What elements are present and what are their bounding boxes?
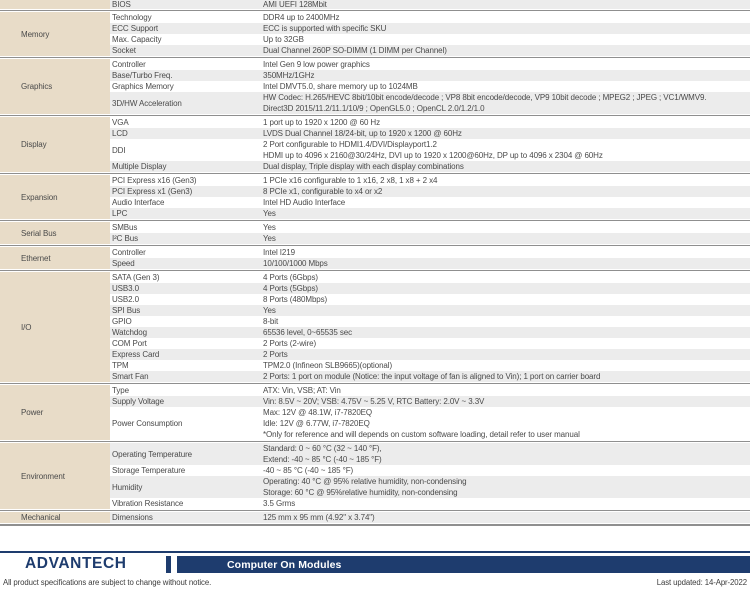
spec-row — [110, 34, 750, 45]
spec-row — [110, 283, 750, 294]
spec-value-line: 8-bit — [263, 317, 279, 326]
spec-label: Power Consumption — [112, 419, 183, 428]
spec-row — [110, 396, 750, 407]
spec-label: LPC — [112, 209, 128, 218]
spec-row — [110, 175, 750, 186]
spec-value — [263, 443, 750, 465]
spec-value — [263, 128, 750, 139]
spec-row — [110, 371, 750, 382]
spec-value — [263, 186, 750, 197]
spec-row — [110, 443, 750, 465]
category-cell: Memory — [0, 12, 110, 56]
spec-row — [110, 208, 750, 219]
spec-label: PCI Express x1 (Gen3) — [112, 187, 193, 196]
spec-label: SATA (Gen 3) — [112, 273, 160, 282]
spec-value-line: 4 Ports (6Gbps) — [263, 273, 318, 282]
spec-row — [110, 59, 750, 70]
section-rows — [110, 512, 750, 523]
spec-value-line: 8 Ports (480Mbps) — [263, 295, 328, 304]
spec-label: USB2.0 — [112, 295, 139, 304]
spec-value — [263, 327, 750, 338]
spec-value — [263, 360, 750, 371]
category-cell: Ethernet — [0, 247, 110, 269]
spec-label: Max. Capacity — [112, 35, 162, 44]
spec-label: Graphics Memory — [112, 82, 174, 91]
spec-value — [263, 283, 750, 294]
spec-label: TPM — [112, 361, 129, 370]
spec-label: Operating Temperature — [112, 449, 193, 459]
section-rows — [110, 12, 750, 56]
spec-label: Controller — [112, 248, 146, 257]
spec-value — [263, 247, 750, 258]
spec-label: I²C Bus — [112, 234, 138, 243]
spec-label: SMBus — [112, 223, 138, 232]
section-separator — [0, 383, 750, 384]
footer-last-updated: Last updated: 14-Apr-2022 — [656, 578, 747, 587]
section-rows — [110, 175, 750, 219]
spec-value-line: Extend: -40 ~ 85 °C (-40 ~ 185 °F) — [263, 455, 382, 464]
spec-value — [263, 139, 750, 161]
spec-row — [110, 338, 750, 349]
spec-value-line: Standard: 0 ~ 60 °C (32 ~ 140 °F), — [263, 444, 382, 453]
spec-value-line: Intel DMVT5.0, share memory up to 1024MB — [263, 82, 418, 91]
section-rows — [110, 222, 750, 244]
spec-value-line: 8 PCIe x1, configurable to x4 or x2 — [263, 187, 383, 196]
spec-label: ECC Support — [112, 24, 159, 33]
spec-row — [110, 407, 750, 440]
spec-row — [110, 128, 750, 139]
spec-value — [263, 371, 750, 382]
spec-value-line: Storage: 60 °C @ 95%relative humidity, non-condensing — [263, 488, 458, 497]
spec-row — [110, 465, 750, 476]
spec-value-line: 2 Ports (2-wire) — [263, 339, 317, 348]
spec-row — [110, 498, 750, 509]
spec-value — [263, 34, 750, 45]
category-cell: Environment — [0, 443, 110, 509]
spec-label: Watchdog — [112, 328, 147, 337]
spec-row — [110, 45, 750, 56]
category-cell — [0, 0, 110, 9]
spec-row — [110, 316, 750, 327]
spec-value-line: LVDS Dual Channel 18/24-bit, up to 1920 x 1200 @ 60Hz — [263, 129, 462, 138]
spec-value-line: Dual Channel 260P SO-DIMM (1 DIMM per Channel) — [263, 46, 447, 55]
spec-value-line: 3.5 Grms — [263, 499, 296, 508]
spec-value-line: Vin: 8.5V ~ 20V; VSB: 4.75V ~ 5.25 V, RTC Battery: 2.0V ~ 3.3V — [263, 397, 485, 406]
spec-row — [110, 294, 750, 305]
spec-row — [110, 197, 750, 208]
spec-label: GPIO — [112, 317, 132, 326]
spec-value-line: HW Codec: H.265/HEVC 8bit/10bit encode/decode ; VP8 8bit encode/decode, VP9 10bit decode ; MPEG2 ; JPEG ; VC1/WMV9. — [263, 93, 707, 102]
section-separator — [0, 441, 750, 442]
spec-value-line: Yes — [263, 306, 276, 315]
spec-label: BIOS — [112, 0, 131, 9]
spec-value — [263, 81, 750, 92]
footer-rule — [0, 551, 750, 553]
spec-value — [263, 23, 750, 34]
spec-row — [110, 81, 750, 92]
spec-value — [263, 294, 750, 305]
spec-row — [110, 161, 750, 172]
spec-label: Vibration Resistance — [112, 499, 184, 508]
spec-value — [263, 512, 750, 523]
spec-row — [110, 385, 750, 396]
spec-value — [263, 498, 750, 509]
spec-section — [0, 117, 750, 172]
spec-section — [0, 175, 750, 219]
spec-label: Multiple Display — [112, 162, 167, 171]
spec-value-line: Operating: 40 °C @ 95% relative humidity, non-condensing — [263, 477, 467, 486]
spec-value-line: Up to 32GB — [263, 35, 304, 44]
spec-row — [110, 92, 750, 114]
spec-section — [0, 59, 750, 114]
spec-value-line: TPM2.0 (Infineon SLB9665)(optional) — [263, 361, 393, 370]
spec-value-line: 2 Ports — [263, 350, 288, 359]
category-cell: Serial Bus — [0, 222, 110, 244]
spec-section — [0, 272, 750, 382]
spec-value-line: Intel HD Audio Interface — [263, 198, 346, 207]
spec-value-line: ECC is supported with specific SKU — [263, 24, 387, 33]
logo-divider-bar — [166, 556, 171, 573]
table-bottom-border — [0, 524, 750, 526]
spec-row — [110, 305, 750, 316]
spec-value — [263, 305, 750, 316]
spec-value-line: Intel I219 — [263, 248, 295, 257]
category-cell: Mechanical — [0, 512, 110, 523]
spec-value — [263, 349, 750, 360]
spec-value-line: 125 mm x 95 mm (4.92" x 3.74") — [263, 513, 375, 522]
section-separator — [0, 10, 750, 11]
spec-value — [263, 197, 750, 208]
spec-value-line: Max: 12V @ 48.1W, i7-7820EQ — [263, 408, 373, 417]
spec-value-line: 2 Ports: 1 port on module (Notice: the input voltage of fan is aligned to Vin); 1 port on carrier board — [263, 372, 601, 381]
spec-row — [110, 12, 750, 23]
spec-section — [0, 0, 750, 9]
spec-value — [263, 407, 750, 440]
spec-label: Humidity — [112, 482, 143, 492]
spec-row — [110, 327, 750, 338]
advantech-logo: ADVANTECH — [25, 555, 127, 572]
category-cell: Graphics — [0, 59, 110, 114]
section-rows — [110, 247, 750, 269]
spec-row — [110, 23, 750, 34]
section-separator — [0, 270, 750, 271]
spec-value-line: 10/100/1000 Mbps — [263, 259, 328, 268]
spec-label: VGA — [112, 118, 129, 127]
section-rows — [110, 0, 750, 9]
spec-section — [0, 443, 750, 509]
spec-label: Base/Turbo Freq. — [112, 71, 173, 80]
footer-category-bar — [177, 556, 750, 573]
spec-value — [263, 92, 750, 114]
spec-value — [263, 70, 750, 81]
spec-row — [110, 360, 750, 371]
spec-label: DDI — [112, 145, 126, 155]
spec-value-line: 65536 level, 0~65535 sec — [263, 328, 353, 337]
spec-row — [110, 186, 750, 197]
section-rows — [110, 385, 750, 440]
spec-value — [263, 338, 750, 349]
spec-value-line: Intel Gen 9 low power graphics — [263, 60, 370, 69]
spec-label: Supply Voltage — [112, 397, 164, 406]
spec-value — [263, 316, 750, 327]
section-separator — [0, 510, 750, 511]
spec-value — [263, 258, 750, 269]
spec-label: Type — [112, 386, 129, 395]
category-cell: I/O — [0, 272, 110, 382]
section-separator — [0, 245, 750, 246]
spec-value-line: -40 ~ 85 °C (-40 ~ 185 °F) — [263, 466, 354, 475]
spec-value-line: *Only for reference and will depends on custom software loading, detail refer to user manual — [263, 430, 580, 439]
spec-value-line: 2 Port configurable to HDMI1.4/DVI/Displayport1.2 — [263, 140, 437, 149]
spec-label: Smart Fan — [112, 372, 149, 381]
spec-value — [263, 222, 750, 233]
section-rows — [110, 443, 750, 509]
spec-value — [263, 233, 750, 244]
spec-section — [0, 512, 750, 523]
spec-value — [263, 0, 750, 9]
spec-value-line: Yes — [263, 234, 276, 243]
spec-label: Speed — [112, 259, 135, 268]
spec-row — [110, 247, 750, 258]
spec-value-line: 1 port up to 1920 x 1200 @ 60 Hz — [263, 118, 380, 127]
spec-section — [0, 385, 750, 440]
spec-label: Technology — [112, 13, 152, 22]
spec-label: SPI Bus — [112, 306, 141, 315]
spec-label: PCI Express x16 (Gen3) — [112, 176, 197, 185]
spec-value-line: Dual display, Triple display with each display combinations — [263, 162, 464, 171]
spec-value — [263, 45, 750, 56]
spec-row — [110, 272, 750, 283]
spec-value-line: Direct3D 2015/11.2/11.1/10/9 ; OpenGL5.0 ; OpenCL 2.0/1.2/1.0 — [263, 104, 485, 113]
spec-value-line: Yes — [263, 223, 276, 232]
spec-value-line: HDMI up to 4096 x 2160@30/24Hz, DVI up to 1920 x 1200@60Hz, DP up to 4096 x 2304 @ 60Hz — [263, 151, 603, 160]
spec-value — [263, 208, 750, 219]
spec-value-line: DDR4 up to 2400MHz — [263, 13, 340, 22]
section-rows — [110, 117, 750, 172]
spec-value — [263, 161, 750, 172]
spec-label: COM Port — [112, 339, 147, 348]
footer-bar-title: Computer On Modules — [227, 558, 342, 571]
spec-label: Express Card — [112, 350, 160, 359]
spec-value — [263, 385, 750, 396]
spec-value — [263, 59, 750, 70]
spec-value-line: Idle: 12V @ 6.77W, i7-7820EQ — [263, 419, 370, 428]
spec-label: Storage Temperature — [112, 466, 186, 475]
section-separator — [0, 57, 750, 58]
spec-row — [110, 139, 750, 161]
category-cell: Expansion — [0, 175, 110, 219]
spec-row — [110, 70, 750, 81]
spec-row — [110, 0, 750, 9]
spec-section — [0, 222, 750, 244]
spec-row — [110, 258, 750, 269]
category-cell: Power — [0, 385, 110, 440]
spec-label: Audio Interface — [112, 198, 165, 207]
spec-value — [263, 465, 750, 476]
footer-disclaimer: All product specifications are subject to change without notice. — [3, 578, 212, 587]
spec-section — [0, 247, 750, 269]
spec-label: Controller — [112, 60, 146, 69]
spec-row — [110, 222, 750, 233]
spec-value-line: 350MHz/1GHz — [263, 71, 315, 80]
spec-value — [263, 12, 750, 23]
spec-label: LCD — [112, 129, 128, 138]
spec-value — [263, 272, 750, 283]
spec-value-line: 4 Ports (5Gbps) — [263, 284, 318, 293]
spec-label: USB3.0 — [112, 284, 139, 293]
spec-label: 3D/HW Acceleration — [112, 98, 182, 108]
section-rows — [110, 272, 750, 382]
spec-value — [263, 175, 750, 186]
spec-row — [110, 476, 750, 498]
spec-value-line: AMI UEFI 128Mbit — [263, 0, 327, 9]
spec-row — [110, 349, 750, 360]
spec-value — [263, 117, 750, 128]
spec-row — [110, 512, 750, 523]
spec-value-line: 1 PCIe x16 configurable to 1 x16, 2 x8, 1 x8 + 2 x4 — [263, 176, 438, 185]
spec-value — [263, 396, 750, 407]
category-cell: Display — [0, 117, 110, 172]
spec-value-line: Yes — [263, 209, 276, 218]
section-separator — [0, 173, 750, 174]
spec-value — [263, 476, 750, 498]
spec-label: Dimensions — [112, 513, 153, 522]
section-separator — [0, 115, 750, 116]
section-separator — [0, 220, 750, 221]
spec-row — [110, 233, 750, 244]
spec-value-line: ATX: Vin, VSB; AT: Vin — [263, 386, 341, 395]
section-rows — [110, 59, 750, 114]
spec-row — [110, 117, 750, 128]
spec-section — [0, 12, 750, 56]
spec-label: Socket — [112, 46, 136, 55]
